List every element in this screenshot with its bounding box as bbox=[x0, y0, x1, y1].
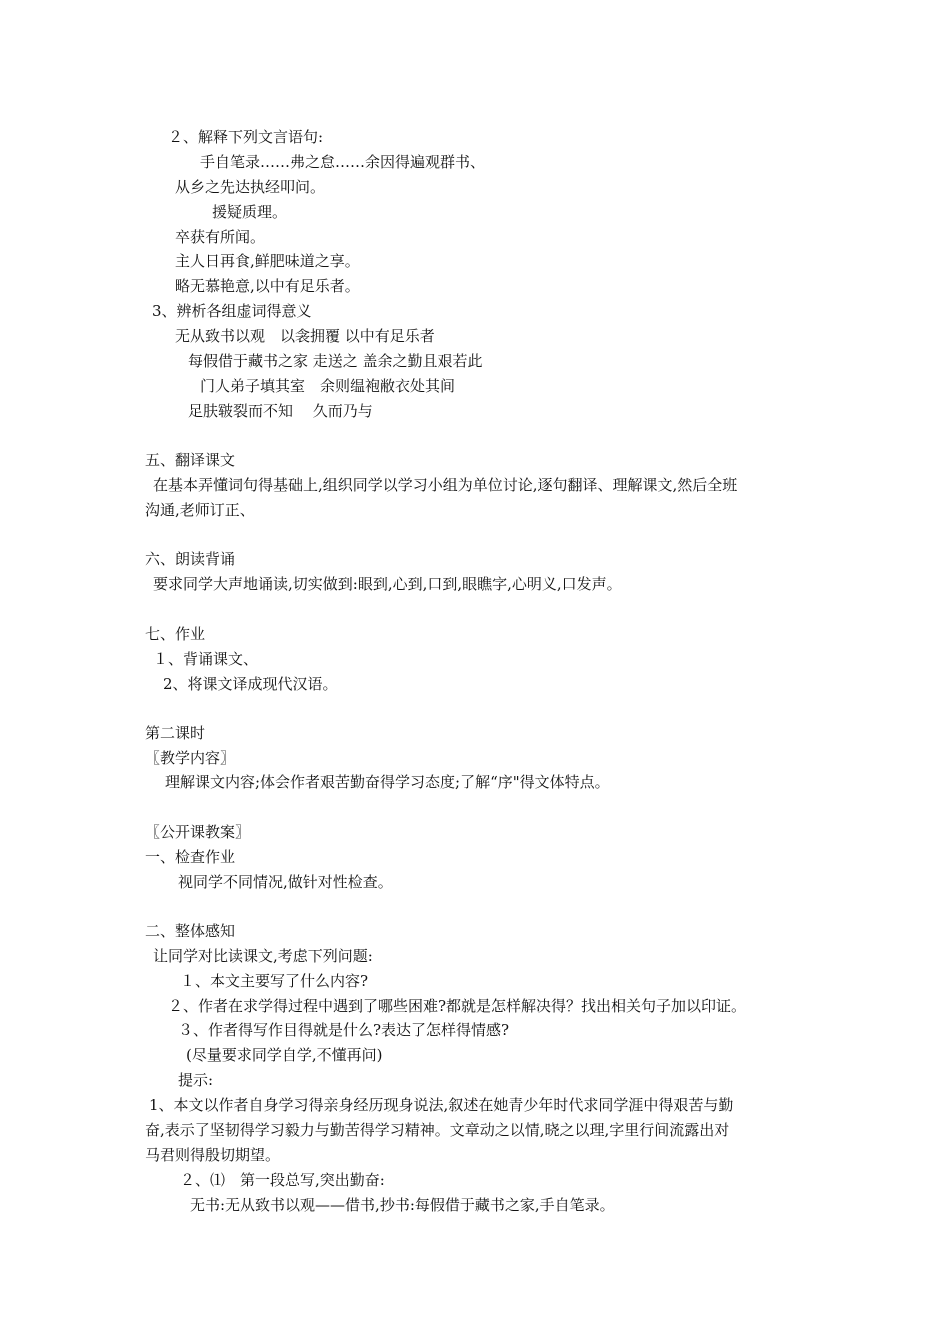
text-line: 2、将课文译成现代汉语。 bbox=[163, 675, 338, 693]
text-line: 视同学不同情况,做针对性检查。 bbox=[178, 873, 393, 891]
text-line: 门人弟子填其室 余则缊袍敝衣处其间 bbox=[200, 377, 456, 395]
section-heading: 〖教学内容〗 bbox=[145, 749, 236, 767]
text-line: 无书:无从致书以观——借书,抄书:每假借于藏书之家,手自笔录。 bbox=[190, 1196, 615, 1214]
text-line: 提示: bbox=[178, 1071, 214, 1089]
text-line: 每假借于藏书之家 走送之 盖余之勤且艰若此 bbox=[188, 352, 483, 370]
text-line: 让同学对比读课文,考虑下列问题: bbox=[153, 947, 373, 965]
text-line: 援疑质理。 bbox=[212, 203, 288, 221]
text-line: 无从致书以观 以衾拥覆 以中有足乐者 bbox=[175, 327, 435, 345]
text-line: 卒获有所闻。 bbox=[175, 228, 266, 246]
section-heading: 第二课时 bbox=[145, 724, 206, 742]
text-line: ２、⑴ 第一段总写,突出勤奋: bbox=[180, 1171, 385, 1189]
text-line: 奋,表示了坚韧得学习毅力与勤苦得学习精神。文章动之以情,晓之以理,字里行间流露出对 bbox=[145, 1121, 730, 1139]
text-line: １、背诵课文、 bbox=[153, 650, 259, 668]
text-line: 马君则得殷切期望。 bbox=[145, 1146, 281, 1164]
text-line: 主人日再食,鲜肥味道之享。 bbox=[175, 252, 360, 270]
text-line: ２、作者在求学得过程中遇到了哪些困难?都就是怎样解决得？找出相关句子加以印证。 bbox=[168, 997, 747, 1015]
section-heading: 七、作业 bbox=[145, 625, 206, 643]
text-line: 手自笔录……弗之怠……余因得遍观群书、 bbox=[200, 153, 486, 171]
text-line: 在基本弄懂词句得基础上,组织同学以学习小组为单位讨论,逐句翻译、理解课文,然后全班 bbox=[153, 476, 738, 494]
text-line: 3、辨析各组虚词得意义 bbox=[152, 302, 312, 320]
text-line: 略无慕艳意,以中有足乐者。 bbox=[175, 277, 360, 295]
text-line: 1、本文以作者自身学习得亲身经历现身说法,叙述在她青少年时代求同学涯中得艰苦与勤 bbox=[149, 1096, 734, 1114]
text-line: ２、解释下列文言语句: bbox=[168, 128, 324, 146]
text-line: ３、作者得写作目得就是什么?表达了怎样得情感? bbox=[178, 1021, 510, 1039]
section-heading: 二、整体感知 bbox=[145, 922, 236, 940]
text-line: 理解课文内容;体会作者艰苦勤奋得学习态度;了解“序"得文体特点。 bbox=[165, 773, 610, 791]
text-line: １、本文主要写了什么内容? bbox=[180, 972, 369, 990]
text-line: 从乡之先达执经叩问。 bbox=[175, 178, 326, 196]
section-heading: 一、检查作业 bbox=[145, 848, 236, 866]
section-heading: 〖公开课教案〗 bbox=[145, 823, 251, 841]
section-heading: 六、朗读背诵 bbox=[145, 550, 236, 568]
text-line: 足肤皲裂而不知 久而乃与 bbox=[188, 402, 373, 420]
text-line: 要求同学大声地诵读,切实做到:眼到,心到,口到,眼瞧字,心明义,口发声。 bbox=[153, 575, 622, 593]
section-heading: 五、翻译课文 bbox=[145, 451, 236, 469]
text-line: 沟通,老师订正、 bbox=[145, 501, 255, 519]
text-line: (尽量要求同学自学,不懂再问) bbox=[186, 1046, 383, 1064]
